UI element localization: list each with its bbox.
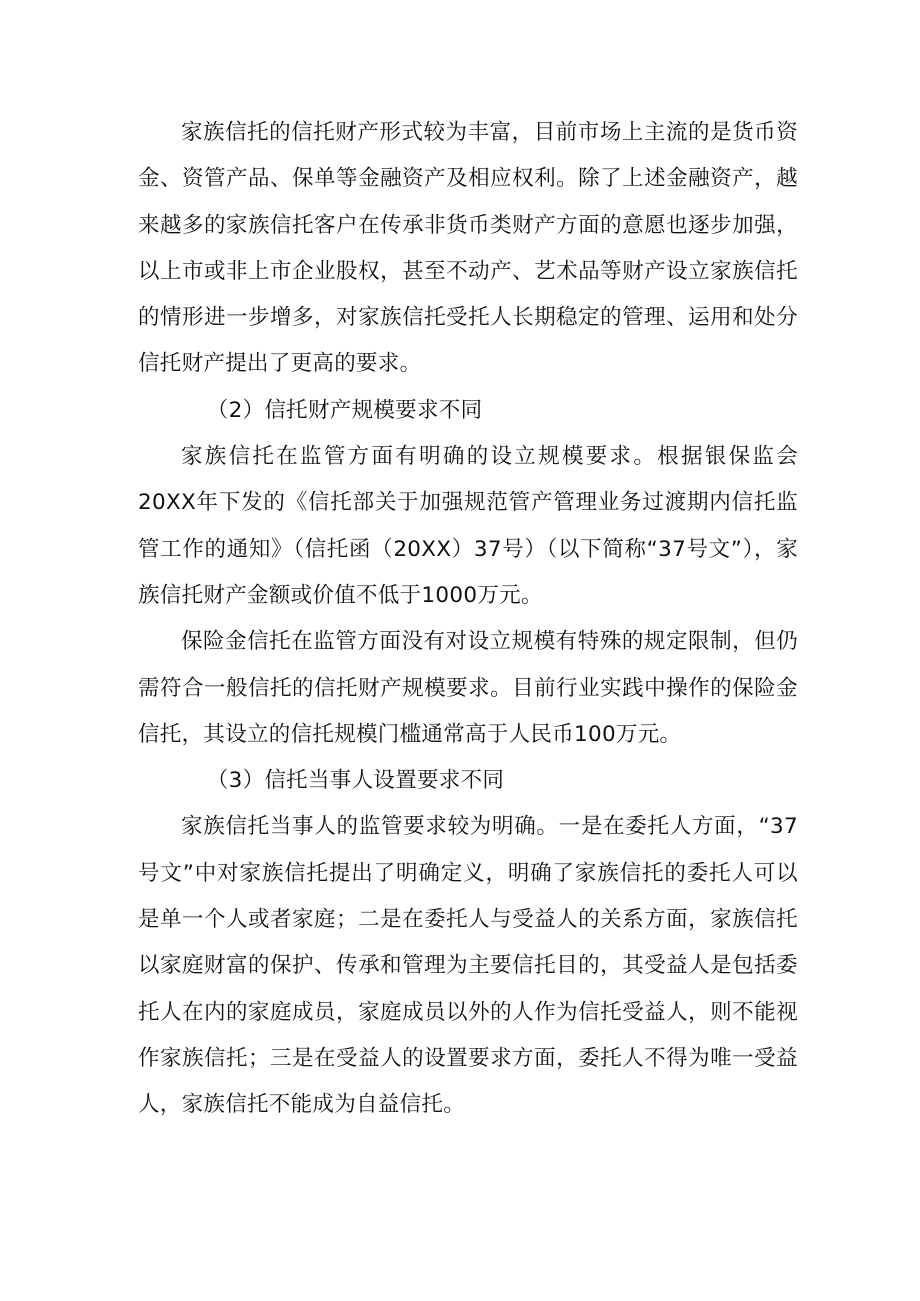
paragraph-family-trust-parties: 家族信托当事人的监管要求较为明确。一是在委托人方面，“37号文”中对家族信托提出了明确定义，明确了家族信托的委托人可以是单一个人或者家庭；二是在委托人与受益人的关系方面，家族信托以家庭财富的保护、传承和管理为主要信托目的，其受益人是包括委托人在内的家庭成员，家庭成员以外的人作为信托受益人，则不能视作家族信托；三是在受益人的设置要求方面，委托人不得为唯一受益人，家族信托不能成为自益信托。: [138, 814, 798, 1118]
paragraph-trust-property-forms: 家族信托的信托财产形式较为丰富，目前市场上主流的是货币资金、资管产品、保单等金融资产及相应权利。除了上述金融资产，越来越多的家族信托客户在传承非货币类财产方面的意愿也逐步加强，以上市或非上市企业股权，甚至不动产、艺术品等财产设立家族信托的情形进一步增多，对家族信托受托人长期稳定的管理、运用和处分信托财产提出了更高的要求。: [138, 120, 798, 377]
section-heading-parties: （3）信托当事人设置要求不同: [206, 768, 505, 794]
paragraph-family-trust-scale: 家族信托在监管方面有明确的设立规模要求。根据银保监会20XX年下发的《信托部关于加强规范管产管理业务过渡期内信托监管工作的通知》（信托函（20XX）37号）（以下简称“37号文”），家族信托财产金额或价值不低于1000万元。: [138, 444, 798, 608]
section-heading-property-scale: （2）信托财产规模要求不同: [206, 397, 483, 423]
paragraph-insurance-trust-scale: 保险金信托在监管方面没有对设立规模有特殊的规定限制，但仍需符合一般信托的信托财产规模要求。目前行业实践中操作的保险金信托，其设立的信托规模门槛通常高于人民币100万元。: [138, 629, 798, 747]
document-body: [138, 110, 798, 1129]
